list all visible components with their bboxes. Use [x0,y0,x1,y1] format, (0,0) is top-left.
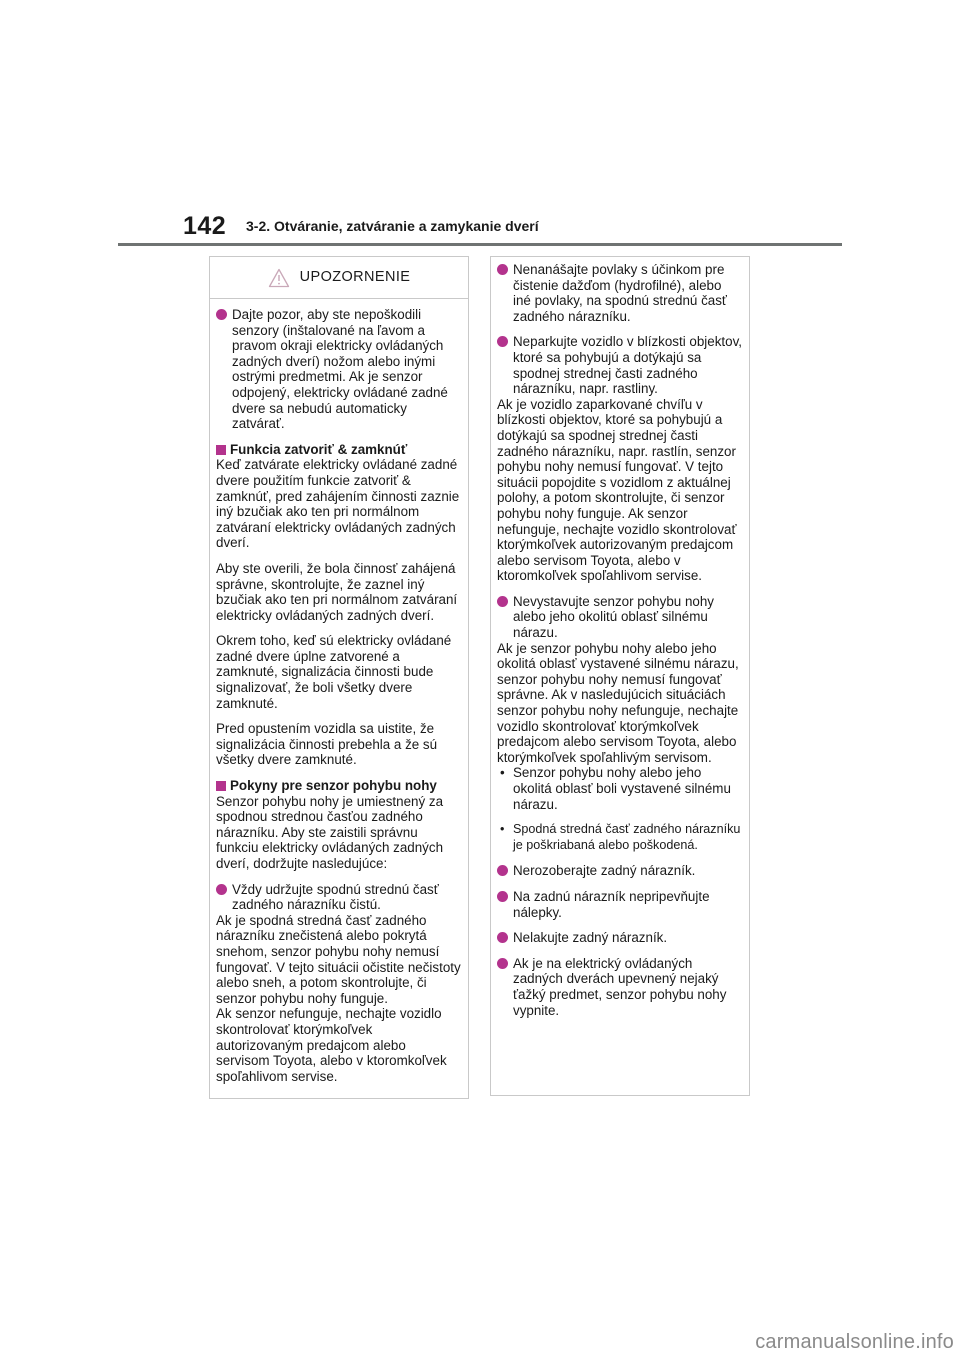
sub-list-item [497,822,743,853]
paragraph: Ak je senzor pohybu nohy alebo jeho okolitá oblasť vystavené silnému nárazu, senzor pohybu nohy nemusí fungovať správne. Ak v nasledujúcich situáciách senzor pohybu nohy nefunguje, nechajte vozidlo skontrolovať ktorýmkoľvek predajcom alebo servisom Toyota, alebo ktorýmkoľvek spoľahlivým servisom. [497,640,739,765]
bullet-dot-icon [497,891,508,902]
bullet-text: Nelakujte zadný nárazník. [513,930,668,946]
paragraph: Senzor pohybu nohy je umiestnený za spodnou strednou časťou zadného nárazníku. Aby ste zaistili správnu funkciu elektricky ovládaných zadných dverí, dodržujte nasledujúce: [216,793,444,871]
square-bullet-icon [216,445,226,455]
sub-bullet-text: Senzor pohybu nohy alebo jeho okolitá oblasť boli vystavené silnému nárazu. [513,765,731,812]
bullet-dot-icon [216,309,227,320]
paragraph: Pred opustením vozidla sa uistite, že signalizácia činnosti prebehla a že sú všetky dvere zamknuté. [216,721,438,768]
paragraph: Ak je spodná stredná časť zadného nárazníku znečistená alebo pokrytá snehom, senzor pohybu nohy nemusí fungovať. V tejto situácii očistite nečistoty alebo sneh, a potom skontrolujte, či senzor pohybu nohy funguje. [216,912,461,1006]
bullet-dot-icon [497,865,508,876]
bullet-dot-icon [497,932,508,943]
bullet-dot-icon [497,958,508,969]
warning-header [210,266,468,299]
subheading [216,778,462,794]
warning-box-right [490,256,750,1096]
list-item [216,882,462,913]
list-item [497,334,743,396]
paragraph: Ak senzor nefunguje, nechajte vozidlo skontrolovať ktorýmkoľvek autorizovaným predajcom alebo servisom Toyota, alebo v ktoromkoľvek spoľahlivom servise. [216,1006,447,1084]
warning-title: UPOZORNENIE [299,269,411,286]
page-number: 142 [183,212,227,240]
subheading-text: Funkcia zatvoriť & zamknúť [230,441,408,457]
bullet-dot-icon [497,336,508,347]
list-item [497,594,743,641]
list-item [497,956,743,1018]
list-item [497,889,743,920]
bullet-text: Vždy udržujte spodnú strednú časť zadného nárazníku čistú. [232,881,439,913]
sub-bullet-marker: • [500,822,505,837]
list-item [216,307,462,432]
subheading [216,442,462,458]
list-item [497,262,743,324]
square-bullet-icon [216,781,226,791]
bullet-dot-icon [497,264,508,275]
bullet-text: Nerozoberajte zadný nárazník. [513,863,696,879]
bullet-text: Dajte pozor, aby ste nepoškodili senzory (inštalované na ľavom a pravom okraji elektricky ovládaných zadných dverí) nožom alebo inými ostrými predmetmi. Ak je senzor odpojený, elektricky ovládané zadné dvere sa nebudú automaticky zatvárať. [232,307,448,432]
sub-bullet-text: Spodná stredná časť zadného nárazníku je poškriabaná alebo poškodená. [513,822,741,852]
header-rule [118,243,842,246]
subheading-text: Pokyny pre senzor pohybu nohy [230,778,437,794]
sub-bullet-marker: • [500,765,505,781]
section-title: 3-2. Otváranie, zatváranie a zamykanie dverí [246,218,539,234]
list-item [497,930,743,946]
watermark: carmanualsonline.info [755,1331,954,1353]
bullet-text: Neparkujte vozidlo v blízkosti objektov, ktoré sa pohybujú a dotýkajú sa spodnej strednej časti zadného nárazníku, napr. rastliny. [513,334,742,397]
paragraph: Okrem toho, keď sú elektricky ovládané zadné dvere úplne zatvorené a zamknuté, signalizácia činnosti bude signalizovať, že boli všetky dvere zamknuté. [216,633,452,711]
bullet-text: Nenanášajte povlaky s účinkom pre čistenie dažďom (hydrofilné), alebo iné povlaky, na spodnú strednú časť zadného nárazníku. [513,262,727,324]
bullet-dot-icon [216,884,227,895]
paragraph: Keď zatvárate elektricky ovládané zadné dvere použitím funkcie zatvoriť & zamknúť, pred zahájením činnosti zaznie iný bzučiak ako ten pri normálnom zatváraní elektricky ovládaných zadných dverí. [216,457,460,551]
paragraph: Ak je vozidlo zaparkované chvíľu v blízkosti objektov, ktoré sa pohybujú a dotýkajú sa spodnej strednej časti zadného nárazníku, napr. rastlín, senzor pohybu nohy nemusí fungovať. V tejto situácii popojdite s vozidlom z aktuálnej polohy, a potom skontrolujte, či senzor pohybu nohy funguje. Ak senzor nefunguje, nechajte vozidlo skontrolovať ktorýmkoľvek autorizovaným predajcom alebo servisom Toyota, alebo v ktoromkoľvek spoľahlivom servise. [497,396,737,584]
bullet-dot-icon [497,596,508,607]
warning-box-left [209,256,469,1099]
bullet-text: Na zadnú nárazník nepripevňujte nálepky. [513,888,710,920]
list-item [497,863,743,879]
bullet-text: Ak je na elektrický ovládaných zadných dverách upevnený nejaký ťažký predmet, senzor pohybu nohy vypnite. [513,955,727,1018]
paragraph: Aby ste overili, že bola činnosť zahájená správne, skontrolujte, že zaznel iný bzučiak ako ten pri normálnom zatváraní elektricky ovládaných zadných dverí. [216,560,458,623]
sub-list-item [497,765,743,812]
warning-triangle-icon [268,268,290,288]
bullet-text: Nevystavujte senzor pohybu nohy alebo jeho okolitú oblasť silnému nárazu. [513,593,714,641]
